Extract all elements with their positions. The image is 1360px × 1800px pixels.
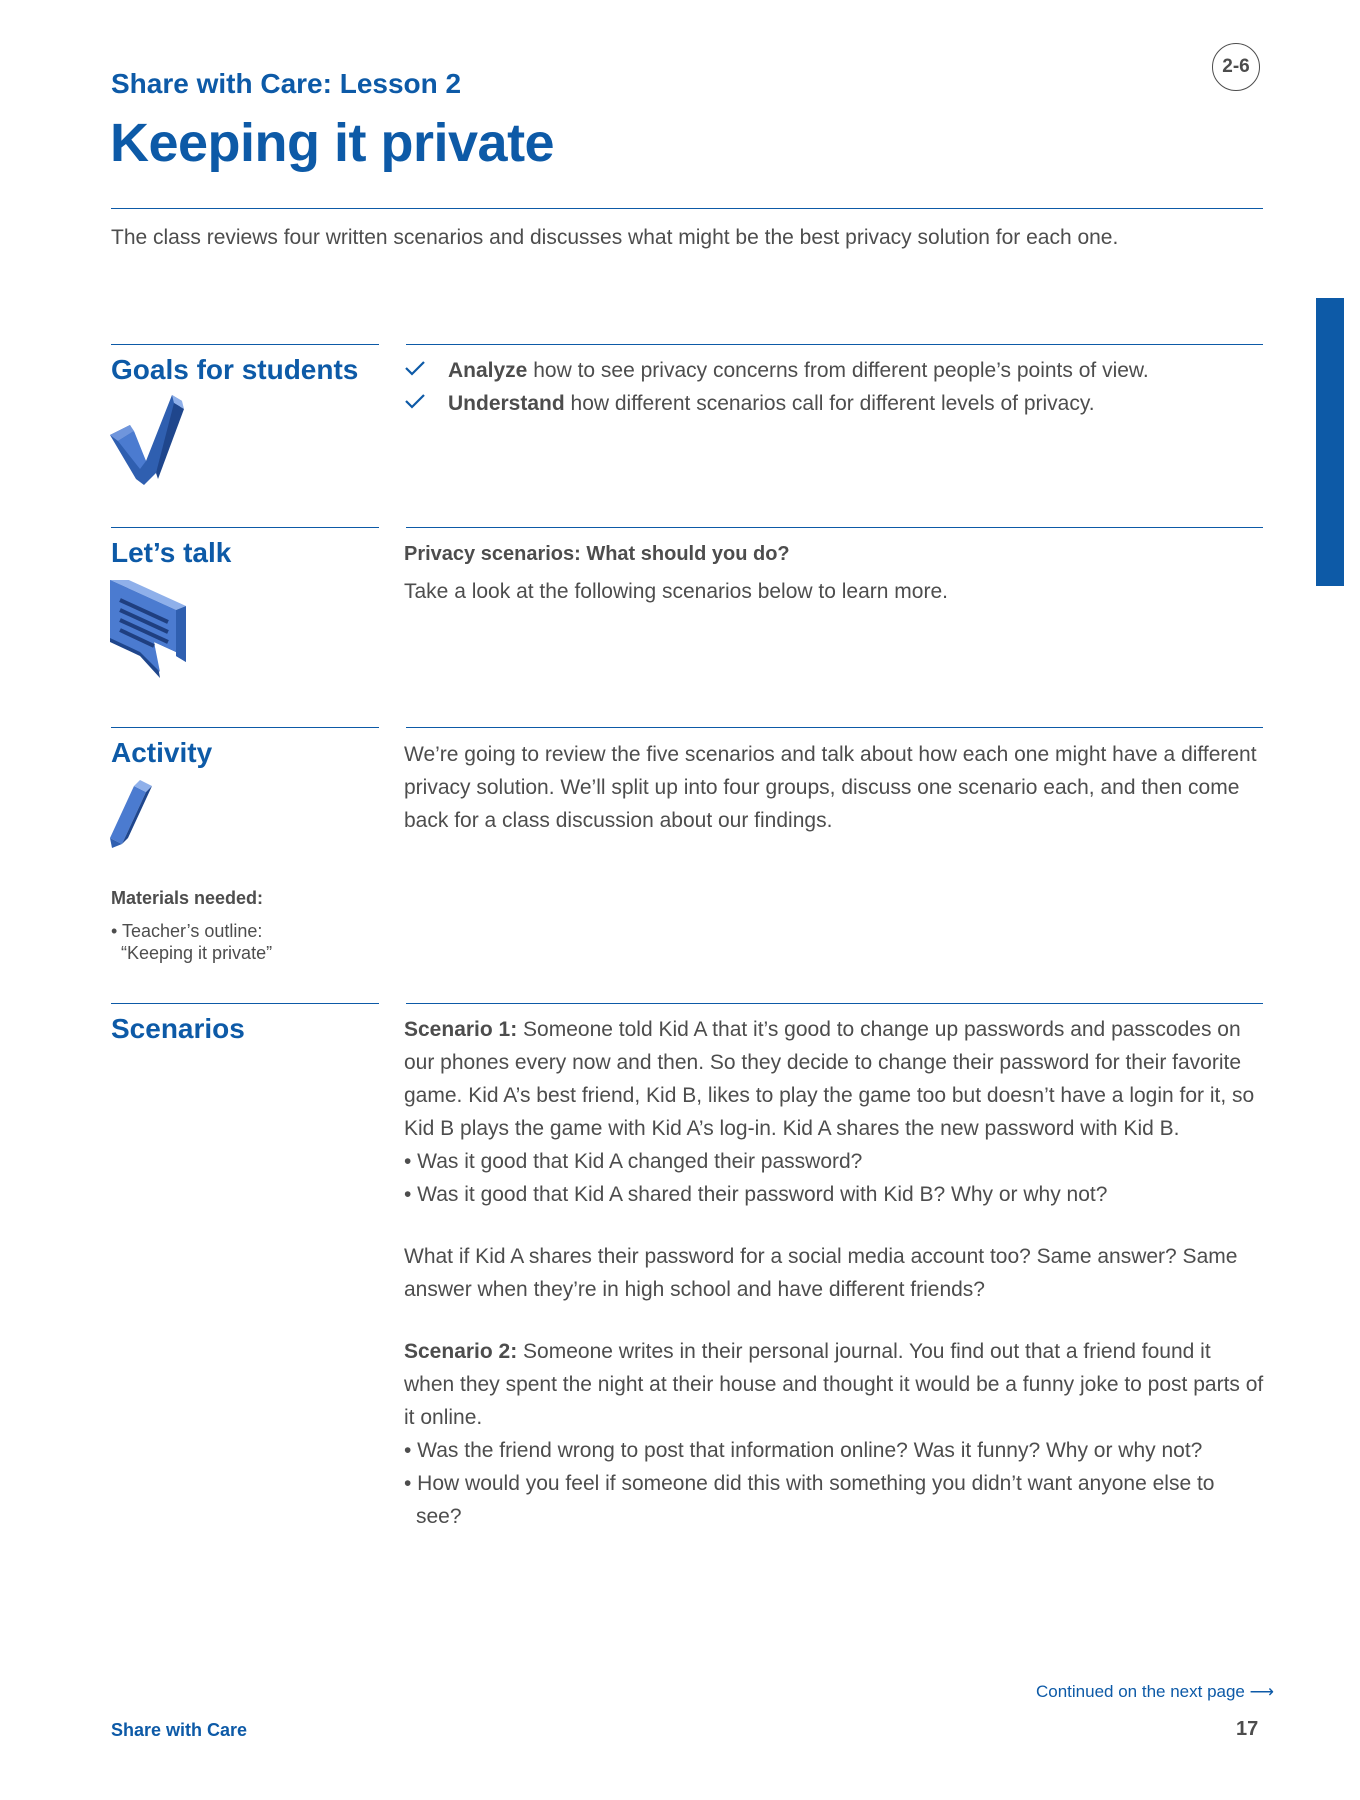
goal-text xyxy=(448,387,1095,420)
goals-heading: Goals for students xyxy=(111,354,359,385)
talk-subheading: Privacy scenarios: What should you do? xyxy=(404,543,790,565)
scenarios-heading: Scenarios xyxy=(111,1013,245,1044)
goal-item xyxy=(404,387,1264,420)
scenario-2-text: Someone writes in their personal journal. You find out that a friend found it when they spent the night at their house and thought it would be a funny joke to post parts of it online. xyxy=(404,1340,1264,1429)
page-number: 17 xyxy=(1236,1718,1259,1740)
page-title: Keeping it private xyxy=(110,113,555,173)
goal-description: how to see privacy concerns from different people’s points of view. xyxy=(527,359,1149,382)
materials-list xyxy=(111,920,272,964)
speech-bubble-icon xyxy=(110,580,190,689)
scenarios-divider-left xyxy=(111,1003,379,1004)
goals-list xyxy=(404,354,1264,420)
talk-heading: Let’s talk xyxy=(111,537,232,568)
materials-heading: Materials needed: xyxy=(111,888,264,908)
goal-keyword: Understand xyxy=(448,392,565,415)
scenario-1 xyxy=(404,1013,1264,1145)
goals-divider-right xyxy=(406,344,1263,345)
scenario-2 xyxy=(404,1335,1264,1434)
talk-content xyxy=(404,538,1264,608)
scenario-1-followup: What if Kid A shares their password for a social media account too? Same answer? Same answer when they’re in high school and have different friends? xyxy=(404,1245,1238,1301)
talk-text: Take a look at the following scenarios below to learn more. xyxy=(404,580,948,603)
scenarios-divider-right xyxy=(406,1003,1263,1004)
materials-item-continued: “Keeping it private” xyxy=(121,943,273,963)
materials-item: • Teacher’s outline: xyxy=(111,921,263,941)
lesson-badge: 2-6 xyxy=(1212,43,1260,91)
scenario-1-question: • Was it good that Kid A changed their password? xyxy=(404,1150,863,1173)
talk-divider-right xyxy=(406,527,1263,528)
scenario-2-question: • Was the friend wrong to post that information online? Was it funny? Why or why not? xyxy=(404,1439,1203,1462)
checkmark-icon xyxy=(110,395,184,492)
goal-description: how different scenarios call for different levels of privacy. xyxy=(564,392,1095,415)
check-icon xyxy=(404,354,448,387)
talk-divider-left xyxy=(111,527,379,528)
scenario-2-question: • How would you feel if someone did this with something you didn’t want anyone else to see? xyxy=(404,1472,1215,1528)
footer-title: Share with Care xyxy=(111,1720,248,1740)
pencil-icon xyxy=(110,780,156,853)
goal-item xyxy=(404,354,1264,387)
scenarios-content xyxy=(404,1013,1264,1533)
continued-link[interactable]: Continued on the next page ⟶ xyxy=(1036,1682,1274,1701)
side-tab-marker xyxy=(1316,298,1344,586)
goal-keyword: Analyze xyxy=(448,359,528,382)
intro-text: The class reviews four written scenarios and discusses what might be the best privacy solution for each one. xyxy=(111,226,1119,249)
header-divider xyxy=(111,208,1263,209)
scenario-1-text: Someone told Kid A that it’s good to change up passwords and passcodes on our phones every now and then. So they decide to change their password for their favorite game. Kid A’s best friend, Kid B, likes to play the game too but doesn’t have a login for it, so Kid B plays the game with Kid A’s log-in. Kid A shares the new password with Kid B. xyxy=(404,1018,1255,1140)
check-icon xyxy=(404,387,448,420)
activity-heading: Activity xyxy=(111,737,213,768)
scenario-1-label: Scenario 1: xyxy=(404,1018,518,1041)
goal-text xyxy=(448,354,1149,387)
scenario-1-question: • Was it good that Kid A shared their password with Kid B? Why or why not? xyxy=(404,1183,1108,1206)
goals-divider-left xyxy=(111,344,379,345)
scenario-2-label: Scenario 2: xyxy=(404,1340,518,1363)
activity-text: We’re going to review the five scenarios and talk about how each one might have a different privacy solution. We’ll split up into four groups, discuss one scenario each, and then come back for a class discussion about our findings. xyxy=(404,743,1257,832)
lesson-subtitle: Share with Care: Lesson 2 xyxy=(111,68,462,99)
activity-divider-left xyxy=(111,727,379,728)
activity-divider-right xyxy=(406,727,1263,728)
